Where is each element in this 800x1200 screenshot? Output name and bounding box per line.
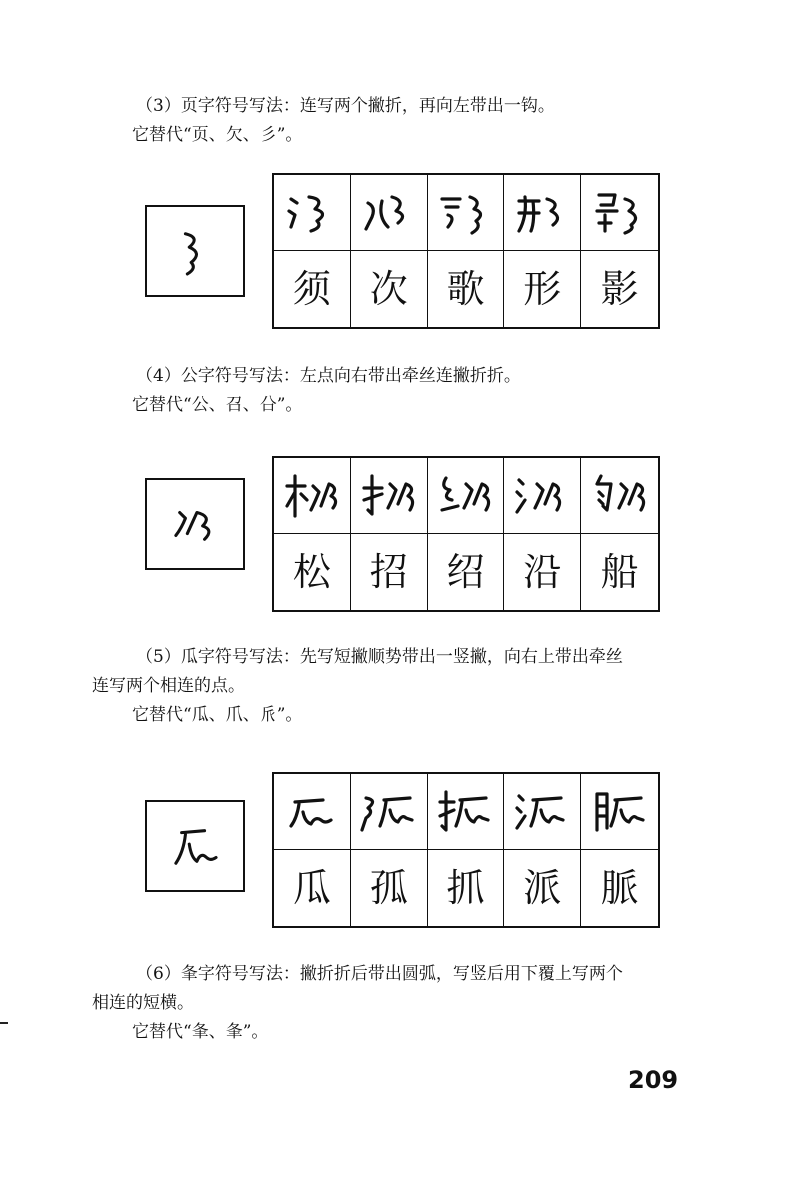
regular-cell [504, 850, 581, 926]
cursive-glyph [358, 470, 420, 522]
regular-cell [581, 850, 658, 926]
regular-character: 松 [292, 550, 331, 594]
regular-cell [504, 251, 581, 327]
regular-character: 抓 [446, 866, 485, 910]
cursive-cell [504, 175, 581, 251]
cursive-cell [428, 175, 505, 251]
section-4-replaces: 它替代“公、召、㕣”。 [132, 395, 303, 415]
cursive-glyph [511, 187, 573, 239]
regular-character: 孤 [369, 866, 408, 910]
cursive-cell [581, 175, 658, 251]
margin-mark [0, 1022, 8, 1024]
cursive-glyph [358, 786, 420, 838]
regular-cell [581, 251, 658, 327]
section-4-rule: （4）公字符号写法：左点向右带出牵丝连撇折折。 [136, 366, 521, 386]
section-5-symbol-box [145, 800, 245, 892]
cursive-cell [274, 774, 351, 850]
regular-character: 形 [523, 267, 562, 311]
section-5-rule: （5）瓜字符号写法：先写短撇顺势带出一竖撇，向右上带出牵丝 [136, 647, 623, 667]
cursive-cell [428, 458, 505, 534]
cursive-cell [351, 774, 428, 850]
regular-character: 影 [600, 267, 639, 311]
regular-character: 沿 [523, 550, 562, 594]
regular-cell [274, 850, 351, 926]
cursive-cell [581, 458, 658, 534]
cursive-glyph [358, 187, 420, 239]
section-3-symbol-box [145, 205, 245, 297]
ye-radical-cursive-symbol-icon [147, 207, 243, 295]
cursive-cell [274, 175, 351, 251]
cursive-glyph [589, 786, 651, 838]
section-6-text [92, 960, 712, 1047]
cursive-glyph [434, 786, 496, 838]
regular-character: 船 [600, 550, 639, 594]
cursive-glyph [281, 470, 343, 522]
section-4-symbol-box [145, 478, 245, 570]
regular-character: 脈 [600, 866, 639, 910]
section-3-example-table [272, 173, 660, 329]
cursive-glyph [434, 187, 496, 239]
regular-cell [428, 850, 505, 926]
regular-cell [428, 251, 505, 327]
regular-cell [351, 251, 428, 327]
cursive-glyph [434, 470, 496, 522]
section-6-rule: （6）夆字符号写法：撇折折后带出圆弧，写竖后用下覆上写两个 [136, 964, 623, 984]
regular-cell [351, 534, 428, 610]
section-3-text [92, 92, 712, 150]
cursive-glyph [281, 786, 343, 838]
section-4-text [92, 362, 712, 420]
cursive-glyph [589, 187, 651, 239]
regular-cell [351, 850, 428, 926]
regular-cell [428, 534, 505, 610]
cursive-glyph [589, 470, 651, 522]
regular-character: 歌 [446, 267, 485, 311]
section-6-rule-continued: 相连的短横。 [92, 993, 194, 1013]
section-5-text [92, 643, 712, 730]
cursive-glyph [281, 187, 343, 239]
section-4-example-table [272, 456, 660, 612]
cursive-cell [581, 774, 658, 850]
regular-character: 派 [523, 866, 562, 910]
regular-cell [581, 534, 658, 610]
regular-character: 次 [369, 267, 408, 311]
section-3-replaces: 它替代“页、欠、彡”。 [132, 125, 303, 145]
cursive-cell [351, 175, 428, 251]
cursive-cell [504, 458, 581, 534]
regular-cell [274, 251, 351, 327]
regular-character: 绍 [446, 550, 485, 594]
section-6-replaces: 它替代“夆、夆”。 [132, 1022, 269, 1042]
regular-cell [274, 534, 351, 610]
cursive-glyph [511, 470, 573, 522]
regular-character: 瓜 [292, 866, 331, 910]
section-5-rule-continued: 连写两个相连的点。 [92, 676, 245, 696]
cursive-glyph [511, 786, 573, 838]
gong-radical-cursive-symbol-icon [147, 480, 243, 568]
page-number: 209 [628, 1066, 679, 1094]
cursive-cell [351, 458, 428, 534]
section-3-rule: （3）页字符号写法：连写两个撇折，再向左带出一钩。 [136, 96, 555, 116]
cursive-cell [274, 458, 351, 534]
regular-character: 招 [369, 550, 408, 594]
regular-cell [504, 534, 581, 610]
gua-radical-cursive-symbol-icon [147, 802, 243, 890]
cursive-cell [428, 774, 505, 850]
section-5-replaces: 它替代“瓜、爪、𠂢”。 [132, 705, 303, 725]
section-5-example-table [272, 772, 660, 928]
cursive-cell [504, 774, 581, 850]
regular-character: 须 [292, 267, 331, 311]
